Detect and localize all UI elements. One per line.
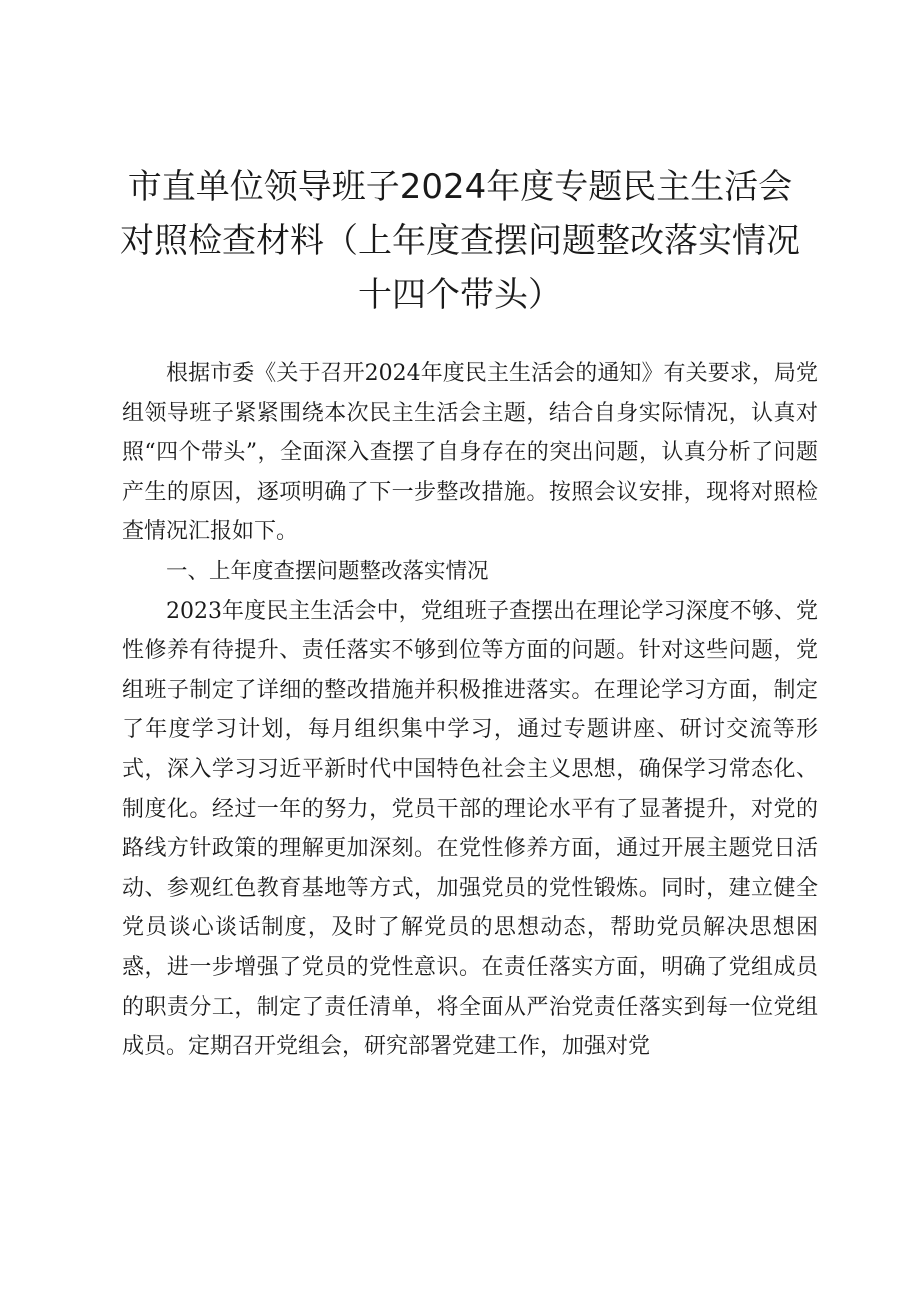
section-paragraph: 2023年度民主生活会中，党组班子查摆出在理论学习深度不够、党性修养有待提升、责任落实不够到位等方面的问题。针对这些问题，党组班子制定了详细的整改措施并积极推进落实。在理论学习方面，制定了年度学习计划，每月组织集中学习，通过专题讲座、研讨交流等形式，深入学习习近平新时代中国特色社会主义思想，确保学习常态化、制度化。经过一年的努力，党员干部的理论水平有了显著提升，对党的路线方针政策的理解更加深刻。在党性修养方面，通过开展主题党日活动、参观红色教育基地等方式，加强党员的党性锻炼。同时，建立健全党员谈心谈话制度，及时了解党员的思想动态，帮助党员解决思想困惑，进一步增强了党员的党性意识。在责任落实方面，明确了党组成员的职责分工，制定了责任清单，将全面从严治党责任落实到每一位党组成员。定期召开党组会，研究部署党建工作，加强对党 (122, 598, 818, 1060)
title-line-1: 市直单位领导班子2024年度专题民主生活会 (127, 167, 793, 207)
document-title (100, 160, 820, 322)
intro-paragraph: 根据市委《关于召开2024年度民主生活会的通知》有关要求，局党组领导班子紧紧围绕本次民主生活会主题，结合自身实际情况，认真对照“四个带头”，全面深入查摆了自身存在的突出问题，认真分析了问题产生的原因，逐项明确了下一步整改措施。按照会议安排，现将对照检查情况汇报如下。 (122, 361, 818, 545)
section-heading: 一、上年度查摆问题整改落实情况 (166, 558, 489, 584)
title-line-2: 对照检查材料（上年度查摆问题整改落实情况 (120, 221, 800, 261)
document-body (122, 354, 818, 1067)
title-line-3: 十四个带头） (358, 275, 562, 315)
